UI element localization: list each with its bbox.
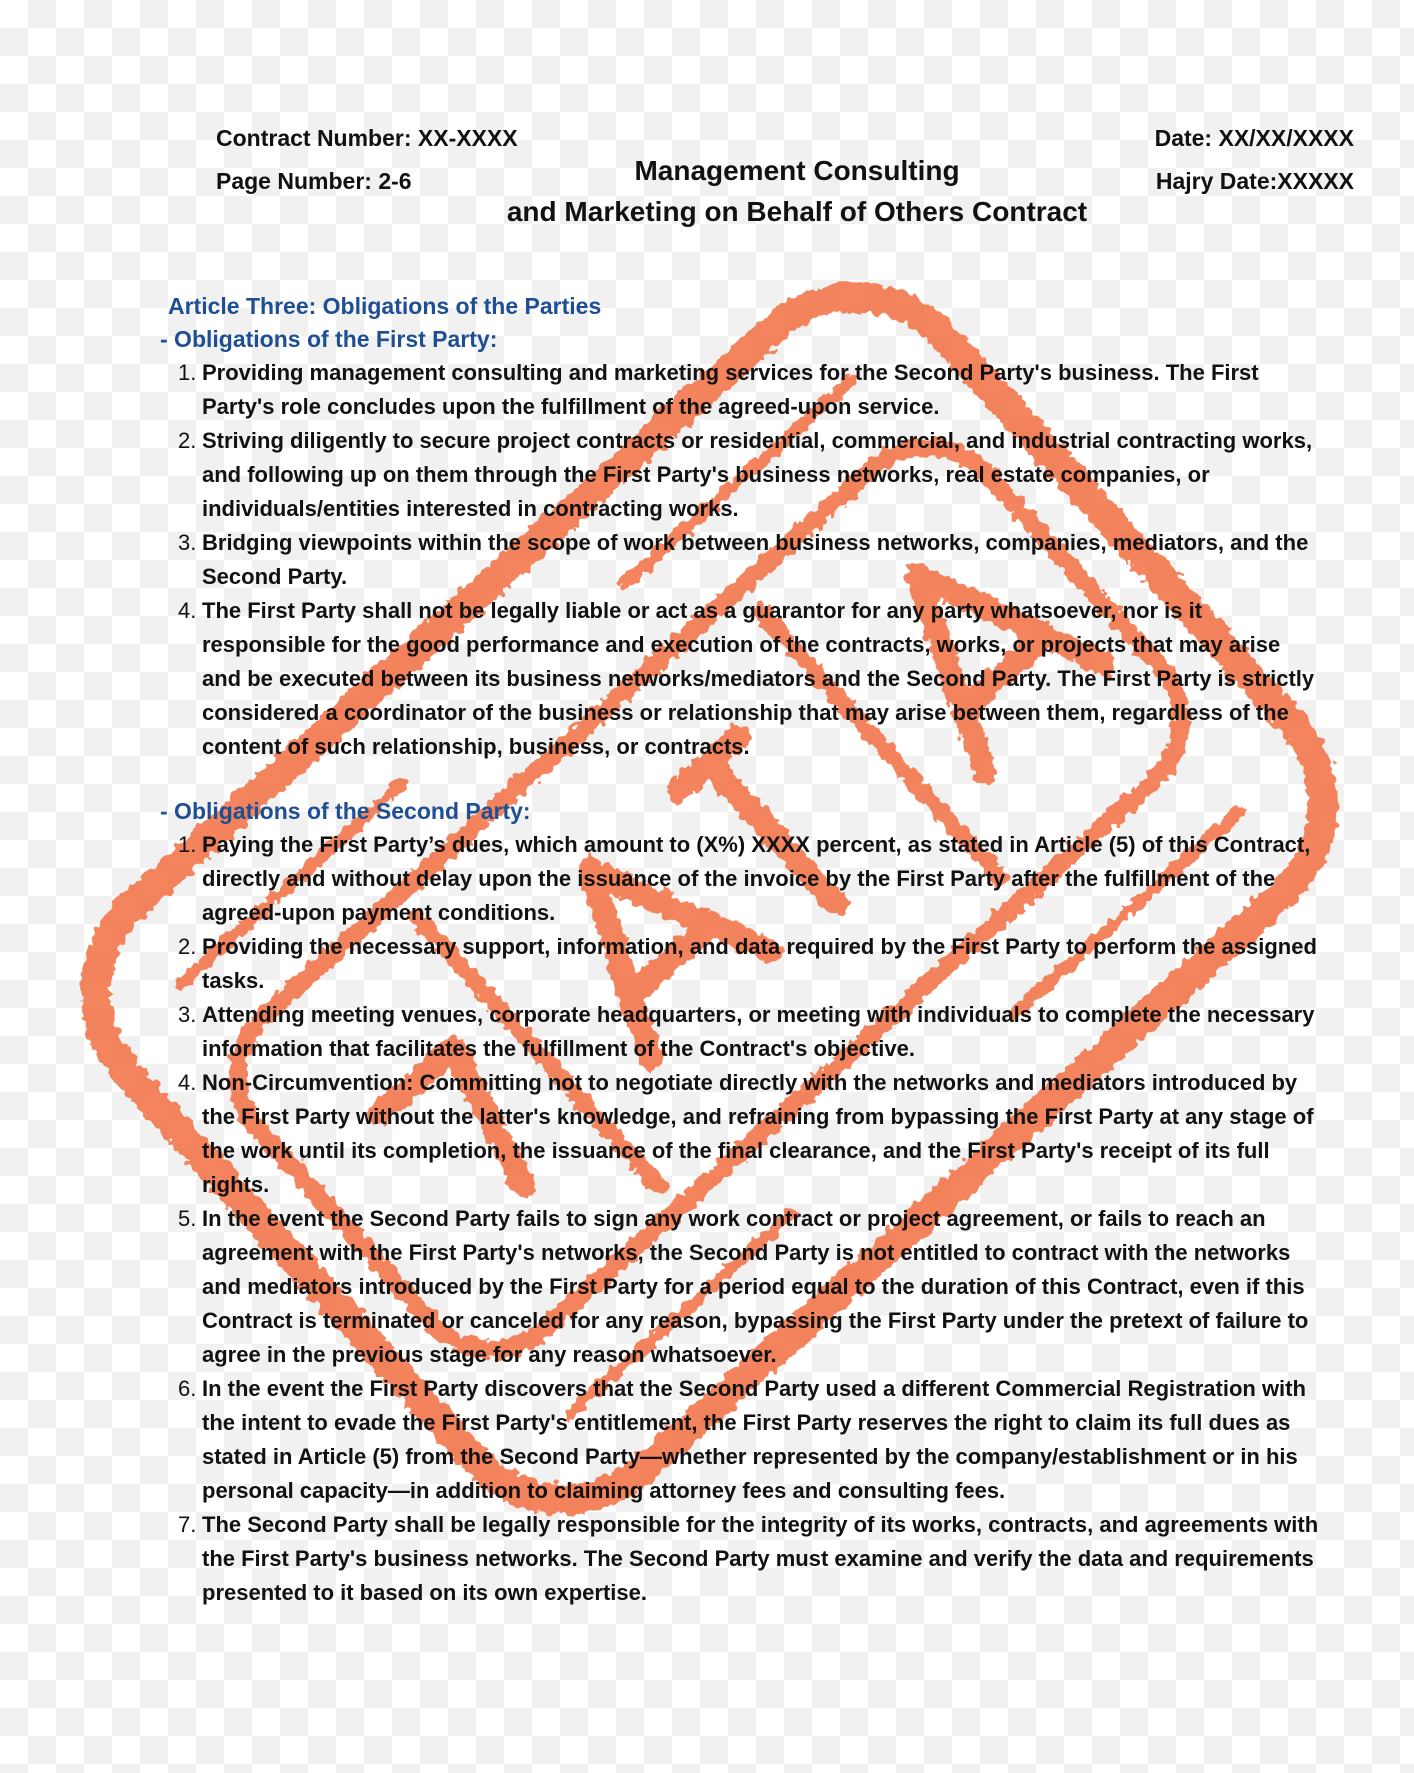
list-item <box>160 1372 1320 1508</box>
item-number: 1. <box>178 360 197 385</box>
item-text: In the event the Second Party fails to sign any work contract or project agreement, or fails to reach an agreement with the First Party's networks, the Second Party is not entitled to contract with the networks and mediators introduced by the First Party for a period equal to the duration of this Contract, even if this Contract is terminated or canceled for any reason, bypassing the First Party under the pretext of failure to agree in the previous stage for any reason whatsoever. <box>202 1206 1309 1367</box>
contract-number: Contract Number: XX-XXXX <box>216 125 518 151</box>
first-party-heading: - Obligations of the First Party: <box>160 326 498 352</box>
list-item <box>160 356 1320 424</box>
item-number: 2. <box>178 428 197 453</box>
item-text: Providing management consulting and marketing services for the Second Party's business. The First Party's role concludes upon the fulfillment of the agreed-upon service. <box>202 360 1259 419</box>
item-text: The Second Party shall be legally responsible for the integrity of its works, contracts, and agreements with the First Party's business networks. The Second Party must examine and verify the data and requirements presented to it based on its own expertise. <box>202 1512 1319 1605</box>
item-text: Non-Circumvention: Committing not to negotiate directly with the networks and mediators introduced by the First Party without the latter's knowledge, and refraining from bypassing the First Party at any stage of the work until its completion, the issuance of the final clearance, and the First Party's receipt of its full rights. <box>202 1070 1314 1197</box>
list-item <box>160 1066 1320 1202</box>
list-item <box>160 998 1320 1066</box>
hajry-date: Hajry Date:XXXXX <box>1155 168 1354 194</box>
document-title <box>357 150 1237 232</box>
article-title: Article Three: Obligations of the Parties <box>168 293 602 319</box>
article-body <box>160 290 1360 1610</box>
list-item <box>160 424 1320 526</box>
item-text: Paying the First Party’s dues, which amount to (X%) XXXX percent, as stated in Article (5) of this Contract, directly and without delay upon the issuance of the invoice by the First Party after the fulfillment of the agreed-upon payment conditions. <box>202 832 1311 925</box>
list-item <box>160 1202 1320 1372</box>
list-item <box>160 594 1320 764</box>
item-number: 1. <box>178 832 197 857</box>
second-party-heading: - Obligations of the Second Party: <box>160 798 531 824</box>
item-number: 7. <box>178 1512 197 1537</box>
list-item <box>160 828 1320 930</box>
item-text: Attending meeting venues, corporate headquarters, or meeting with individuals to complete the necessary information that facilitates the fulfillment of the Contract's objective. <box>202 1002 1315 1061</box>
item-text: Bridging viewpoints within the scope of work between business networks, companies, mediators, and the Second Party. <box>202 530 1309 589</box>
item-number: 4. <box>178 1070 197 1095</box>
list-item <box>160 526 1320 594</box>
item-number: 2. <box>178 934 197 959</box>
item-number: 6. <box>178 1376 197 1401</box>
item-number: 5. <box>178 1206 197 1231</box>
item-text: Providing the necessary support, information, and data required by the First Party to perform the assigned tasks. <box>202 934 1317 993</box>
item-text: Striving diligently to secure project contracts or residential, commercial, and industrial contracting works, and following up on them through the First Party's business networks, real estate companies, or individuals/entities interested in contracting works. <box>202 428 1313 521</box>
item-text: The First Party shall not be legally liable or act as a guarantor for any party whatsoever, nor is it responsible for the good performance and execution of the contracts, works, or projects that may arise and be executed between its business networks/mediators and the Second Party. The First Party is strictly considered a coordinator of the business or relationship that may arise between them, regardless of the content of such relationship, business, or contracts. <box>202 598 1315 759</box>
item-number: 4. <box>178 598 197 623</box>
list-item <box>160 1508 1320 1610</box>
item-number: 3. <box>178 530 197 555</box>
list-item <box>160 930 1320 998</box>
contract-date: Date: XX/XX/XXXX <box>1154 125 1354 151</box>
title-line-2: and Marketing on Behalf of Others Contract <box>506 196 1088 227</box>
page-number: Page Number: 2-6 <box>216 168 412 194</box>
first-party-obligations <box>160 356 1360 764</box>
item-number: 3. <box>178 1002 197 1027</box>
item-text: In the event the First Party discovers that the Second Party used a different Commercial Registration with the intent to evade the First Party's entitlement, the First Party reserves the right to claim its full dues as stated in Article (5) from the Second Party—whether represented by the company/establishment or in his personal capacity—in addition to claiming attorney fees and consulting fees. <box>202 1376 1306 1503</box>
second-party-obligations <box>160 828 1360 1610</box>
title-line-1: Management Consulting <box>634 155 960 186</box>
section-spacer <box>160 764 1360 794</box>
